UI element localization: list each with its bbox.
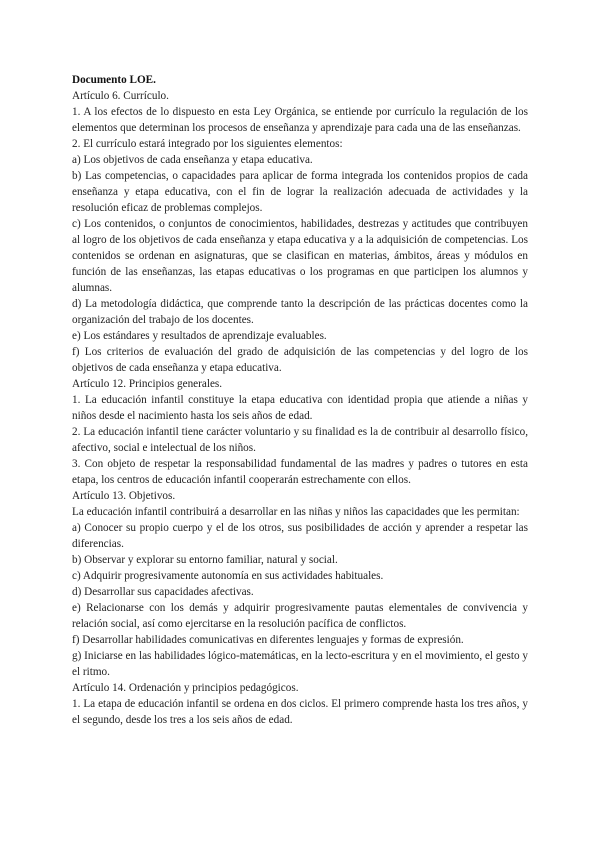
paragraph: 1. La etapa de educación infantil se ordena en dos ciclos. El primero comprende hasta los tres años, y el segundo, desde los tres a los seis años de edad. [72,698,528,726]
paragraph: 1. La educación infantil constituye la etapa educativa con identidad propia que atiende a niñas y niños desde el nacimiento hasta los seis años de edad. [72,394,528,422]
paragraph: 2. El currículo estará integrado por los siguientes elementos: [72,138,343,150]
paragraph: Artículo 6. Currículo. [72,90,169,102]
paragraph: b) Las competencias, o capacidades para aplicar de forma integrada los contenidos propios de cada enseñanza y etapa educativa, con el fin de lograr la realización adecuada de actividades y la resolución eficaz de problemas complejos. [72,170,528,214]
paragraph: a) Los objetivos de cada enseñanza y etapa educativa. [72,154,313,166]
document-page [72,72,528,728]
paragraph: 1. A los efectos de lo dispuesto en esta Ley Orgánica, se entiende por currículo la regulación de los elementos que determinan los procesos de enseñanza y aprendizaje para cada una de las enseñanzas. [72,106,528,134]
paragraph: f) Los criterios de evaluación del grado de adquisición de las competencias y del logro de los objetivos de cada enseñanza y etapa educativa. [72,346,528,374]
paragraph: d) La metodología didáctica, que comprende tanto la descripción de las prácticas docentes como la organización del trabajo de los docentes. [72,298,528,326]
paragraph: e) Relacionarse con los demás y adquirir progresivamente pautas elementales de convivencia y relación social, así como ejercitarse en la resolución pacífica de conflictos. [72,602,528,630]
paragraph: b) Observar y explorar su entorno familiar, natural y social. [72,554,338,566]
paragraph: 2. La educación infantil tiene carácter voluntario y su finalidad es la de contribuir al desarrollo físico, afectivo, social e intelectual de los niños. [72,426,528,454]
paragraph: c) Adquirir progresivamente autonomía en sus actividades habituales. [72,570,384,582]
paragraph: Artículo 14. Ordenación y principios pedagógicos. [72,682,299,694]
paragraph: La educación infantil contribuirá a desarrollar en las niñas y niños las capacidades que les permitan: [72,506,520,518]
paragraph: g) Iniciarse en las habilidades lógico-matemáticas, en la lecto-escritura y en el movimiento, el gesto y el ritmo. [72,650,528,678]
paragraph: 3. Con objeto de respetar la responsabilidad fundamental de las madres y padres o tutores en esta etapa, los centros de educación infantil cooperarán estrechamente con ellos. [72,458,528,486]
paragraph: Artículo 12. Principios generales. [72,378,223,390]
paragraph: c) Los contenidos, o conjuntos de conocimientos, habilidades, destrezas y actitudes que contribuyen al logro de los objetivos de cada enseñanza y etapa educativa y a la adquisición de competencias. Los contenidos se ordenan en asignaturas, que se clasifican en materias, ámbitos, áreas y módulos en función de las enseñanzas, las etapas educativas o los programas en que participen los alumnos y alumnas. [72,218,528,294]
paragraph: Artículo 13. Objetivos. [72,490,176,502]
document-title: Documento LOE. [72,74,156,86]
paragraph: e) Los estándares y resultados de aprendizaje evaluables. [72,330,327,342]
paragraph: a) Conocer su propio cuerpo y el de los otros, sus posibilidades de acción y aprender a respetar las diferencias. [72,522,528,550]
paragraph: f) Desarrollar habilidades comunicativas en diferentes lenguajes y formas de expresión. [72,634,464,646]
paragraph: d) Desarrollar sus capacidades afectivas. [72,586,254,598]
